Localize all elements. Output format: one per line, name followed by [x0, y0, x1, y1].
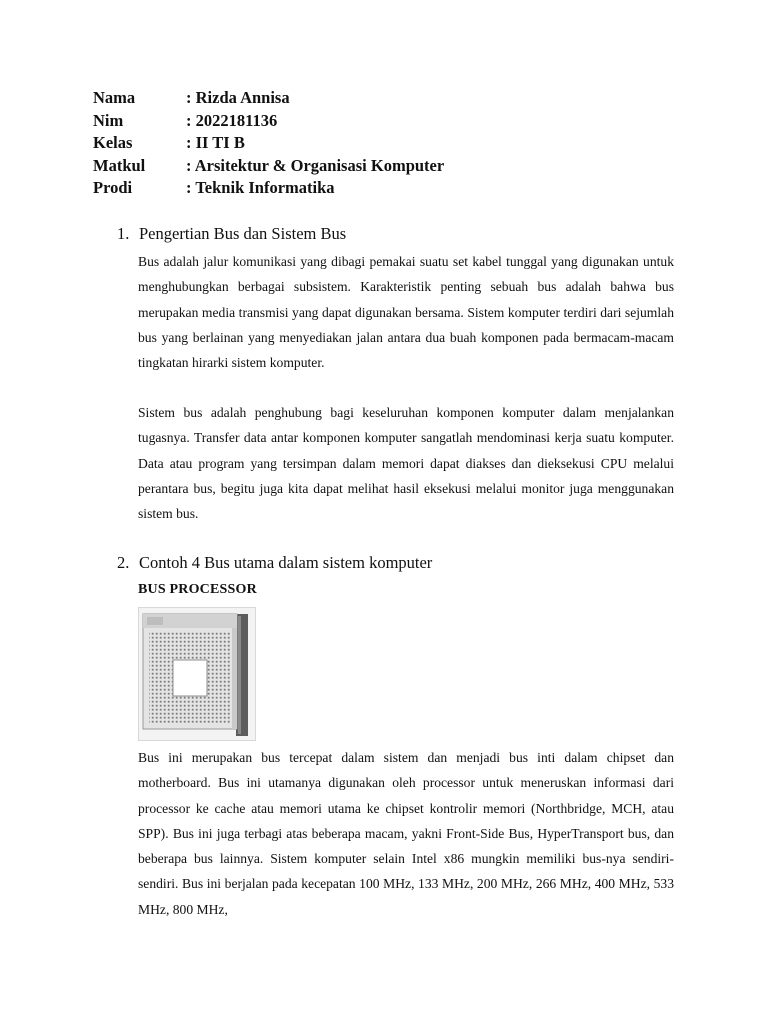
identity-value: : 2022181136	[186, 110, 278, 130]
section-title-text: Pengertian Bus dan Sistem Bus	[139, 224, 347, 243]
identity-value: : Arsitektur & Organisasi Komputer	[186, 155, 445, 175]
identity-value: : Rizda Annisa	[186, 88, 290, 107]
identity-row-nim	[93, 110, 444, 133]
identity-key: Nim	[93, 110, 124, 130]
section-title-1	[117, 224, 346, 244]
identity-row-prodi	[93, 177, 444, 200]
section-title-2	[117, 553, 432, 573]
section-number: 2.	[117, 553, 130, 572]
identity-row-nama	[93, 87, 444, 110]
socket-center-cavity	[173, 660, 207, 696]
section-title-text: Contoh 4 Bus utama dalam sistem komputer	[139, 553, 433, 572]
identity-key: Kelas	[93, 133, 133, 153]
identity-value: : II TI B	[186, 133, 245, 153]
socket-lever-highlight	[238, 616, 241, 734]
subheading-bus-processor: BUS PROCESSOR	[138, 582, 257, 597]
socket-latch	[147, 617, 163, 625]
paragraph-bus-definition: Bus adalah jalur komunikasi yang dibagi pemakai suatu set kabel tunggal yang digunakan untuk menghubungkan berbagai subsistem. Karakteristik penting sebuah bus adalah bahwa bus merupakan media transmisi yang dapat digunakan bersama. Sistem komputer terdiri dari sejumlah bus yang berlainan yang menyediakan jalan antara dua buah komponen pada bermacam-macam tingkatan hirarki sistem komputer.	[138, 254, 674, 371]
socket-lever	[236, 614, 248, 736]
identity-key: Nama	[93, 88, 136, 107]
socket-edge-shadow	[232, 628, 237, 729]
section-number: 1.	[117, 224, 130, 243]
identity-key: Prodi	[93, 178, 133, 198]
student-identity	[93, 87, 444, 200]
paragraph-bus-processor: Bus ini merupakan bus tercepat dalam sistem dan menjadi bus inti dalam chipset dan motherboard. Bus ini utamanya digunakan oleh processor untuk meneruskan informasi dari processor ke cache atau memori utama ke chipset kontrolir memori (Northbridge, MCH, atau SPP). Bus ini juga terbagi atas beberapa macam, yakni Front-Side Bus, HyperTransport bus, dan beberapa bus lainnya. Sistem komputer selain Intel x86 mungkin memiliki bus-nya sendiri-sendiri. Bus ini berjalan pada kecepatan 100 MHz, 133 MHz, 200 MHz, 266 MHz, 400 MHz, 533 MHz, 800 MHz,	[138, 750, 674, 917]
identity-value: : Teknik Informatika	[186, 178, 335, 198]
identity-row-kelas	[93, 132, 444, 155]
identity-key: Matkul	[93, 155, 146, 175]
paragraph-bus-system: Sistem bus adalah penghubung bagi keseluruhan komponen komputer dalam menjalankan tugasnya. Transfer data antar komponen komputer sangatlah mendominasi kerja suatu komputer. Data atau program yang tersimpan dalam memori dapat diakses dan dieksekusi CPU melalui perantara bus, begitu juga kita dapat melihat hasil eksekusi melalui monitor juga menggunakan sistem bus.	[138, 405, 674, 522]
cpu-socket-illustration	[139, 608, 255, 740]
cpu-socket-image	[138, 607, 256, 741]
identity-row-matkul	[93, 155, 444, 178]
